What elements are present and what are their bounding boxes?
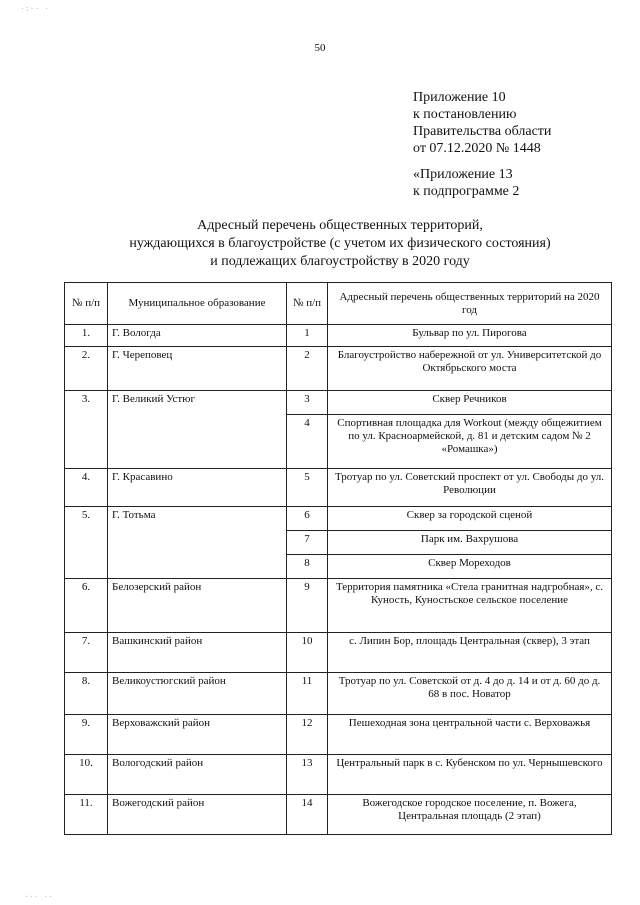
table-header-row [65,283,612,325]
row-num: 3. [65,391,108,469]
title-line: и подлежащих благоустройству в 2020 году [210,254,470,269]
row-address: Территория памятника «Стела гранитная надгробная», с. Куность, Куностьское сельское поселение [328,579,612,633]
row-address: Парк им. Вахрушова [328,531,612,555]
table-row [65,347,612,391]
row-index: 3 [287,391,328,415]
row-index: 13 [287,755,328,795]
appendix-main-line: Правительства области [413,124,552,139]
appendix-sub-line: к подпрограмме 2 [413,184,520,199]
header-index: № п/п [287,283,328,325]
row-num: 11. [65,795,108,835]
row-num: 5. [65,507,108,579]
row-num: 10. [65,755,108,795]
row-address: Благоустройство набережной от ул. Университетской до Октябрьского моста [328,347,612,391]
row-municipality: Г. Тотьма [108,507,287,579]
appendix-main-line: Приложение 10 [413,90,506,105]
appendix-main-line: от 07.12.2020 № 1448 [413,141,541,156]
table-row [65,715,612,755]
row-address: Центральный парк в с. Кубенском по ул. Чернышевского [328,755,612,795]
row-index: 11 [287,673,328,715]
table-row [65,507,612,531]
row-num: 1. [65,325,108,347]
scan-artifact-top: ·:·· · [20,4,49,13]
row-index: 8 [287,555,328,579]
row-address: Вожегодское городское поселение, п. Вожега, Центральная площадь (2 этап) [328,795,612,835]
row-address: Спортивная площадка для Workout (между общежитием по ул. Красноармейской, д. 81 и детским садом № 2 «Ромашка») [328,415,612,469]
row-index: 4 [287,415,328,469]
row-municipality: Г. Великий Устюг [108,391,287,469]
row-municipality: Вашкинский район [108,633,287,673]
row-index: 14 [287,795,328,835]
row-municipality: Белозерский район [108,579,287,633]
row-index: 2 [287,347,328,391]
row-index: 1 [287,325,328,347]
table-row [65,755,612,795]
row-address: Тротуар по ул. Советской от д. 4 до д. 14 и от д. 60 до д. 68 в пос. Новатор [328,673,612,715]
row-index: 5 [287,469,328,507]
title-line: нуждающихся в благоустройстве (с учетом их физического состояния) [129,236,551,251]
row-municipality: Г. Красавино [108,469,287,507]
row-num: 4. [65,469,108,507]
row-index: 6 [287,507,328,531]
row-address: с. Липин Бор, площадь Центральная (сквер), 3 этап [328,633,612,673]
row-address: Сквер Мореходов [328,555,612,579]
row-num: 2. [65,347,108,391]
scan-artifact-bottom: ··· ·· [24,892,53,901]
row-municipality: Вожегодский район [108,795,287,835]
table-row [65,579,612,633]
page-number: 50 [314,42,326,54]
table-row [65,325,612,347]
appendix-sub-line: «Приложение 13 [413,167,513,182]
territories-table [64,282,612,835]
table-row [65,795,612,835]
row-index: 7 [287,531,328,555]
row-num: 7. [65,633,108,673]
table-row [65,469,612,507]
document-title [60,217,620,271]
row-num: 6. [65,579,108,633]
header-municipality: Муниципальное образование [108,283,287,325]
row-num: 9. [65,715,108,755]
table-row [65,633,612,673]
title-line: Адресный перечень общественных территорий, [197,218,483,233]
row-address: Тротуар по ул. Советский проспект от ул. Свободы до ул. Революции [328,469,612,507]
appendix-main-line: к постановлению [413,107,517,122]
header-address: Адресный перечень общественных территорий на 2020 год [328,283,612,325]
row-address: Сквер за городской сценой [328,507,612,531]
row-address: Сквер Речников [328,391,612,415]
row-index: 12 [287,715,328,755]
table-row [65,391,612,415]
row-num: 8. [65,673,108,715]
appendix-sub-block [413,166,519,200]
row-address: Пешеходная зона центральной части с. Верховажья [328,715,612,755]
appendix-main-block [413,89,551,157]
header-num: № п/п [65,283,108,325]
row-municipality: Г. Череповец [108,347,287,391]
row-index: 9 [287,579,328,633]
row-municipality: Великоустюгский район [108,673,287,715]
row-municipality: Вологодский район [108,755,287,795]
row-municipality: Г. Вологда [108,325,287,347]
row-municipality: Верховажский район [108,715,287,755]
row-index: 10 [287,633,328,673]
row-address: Бульвар по ул. Пирогова [328,325,612,347]
table-row [65,673,612,715]
